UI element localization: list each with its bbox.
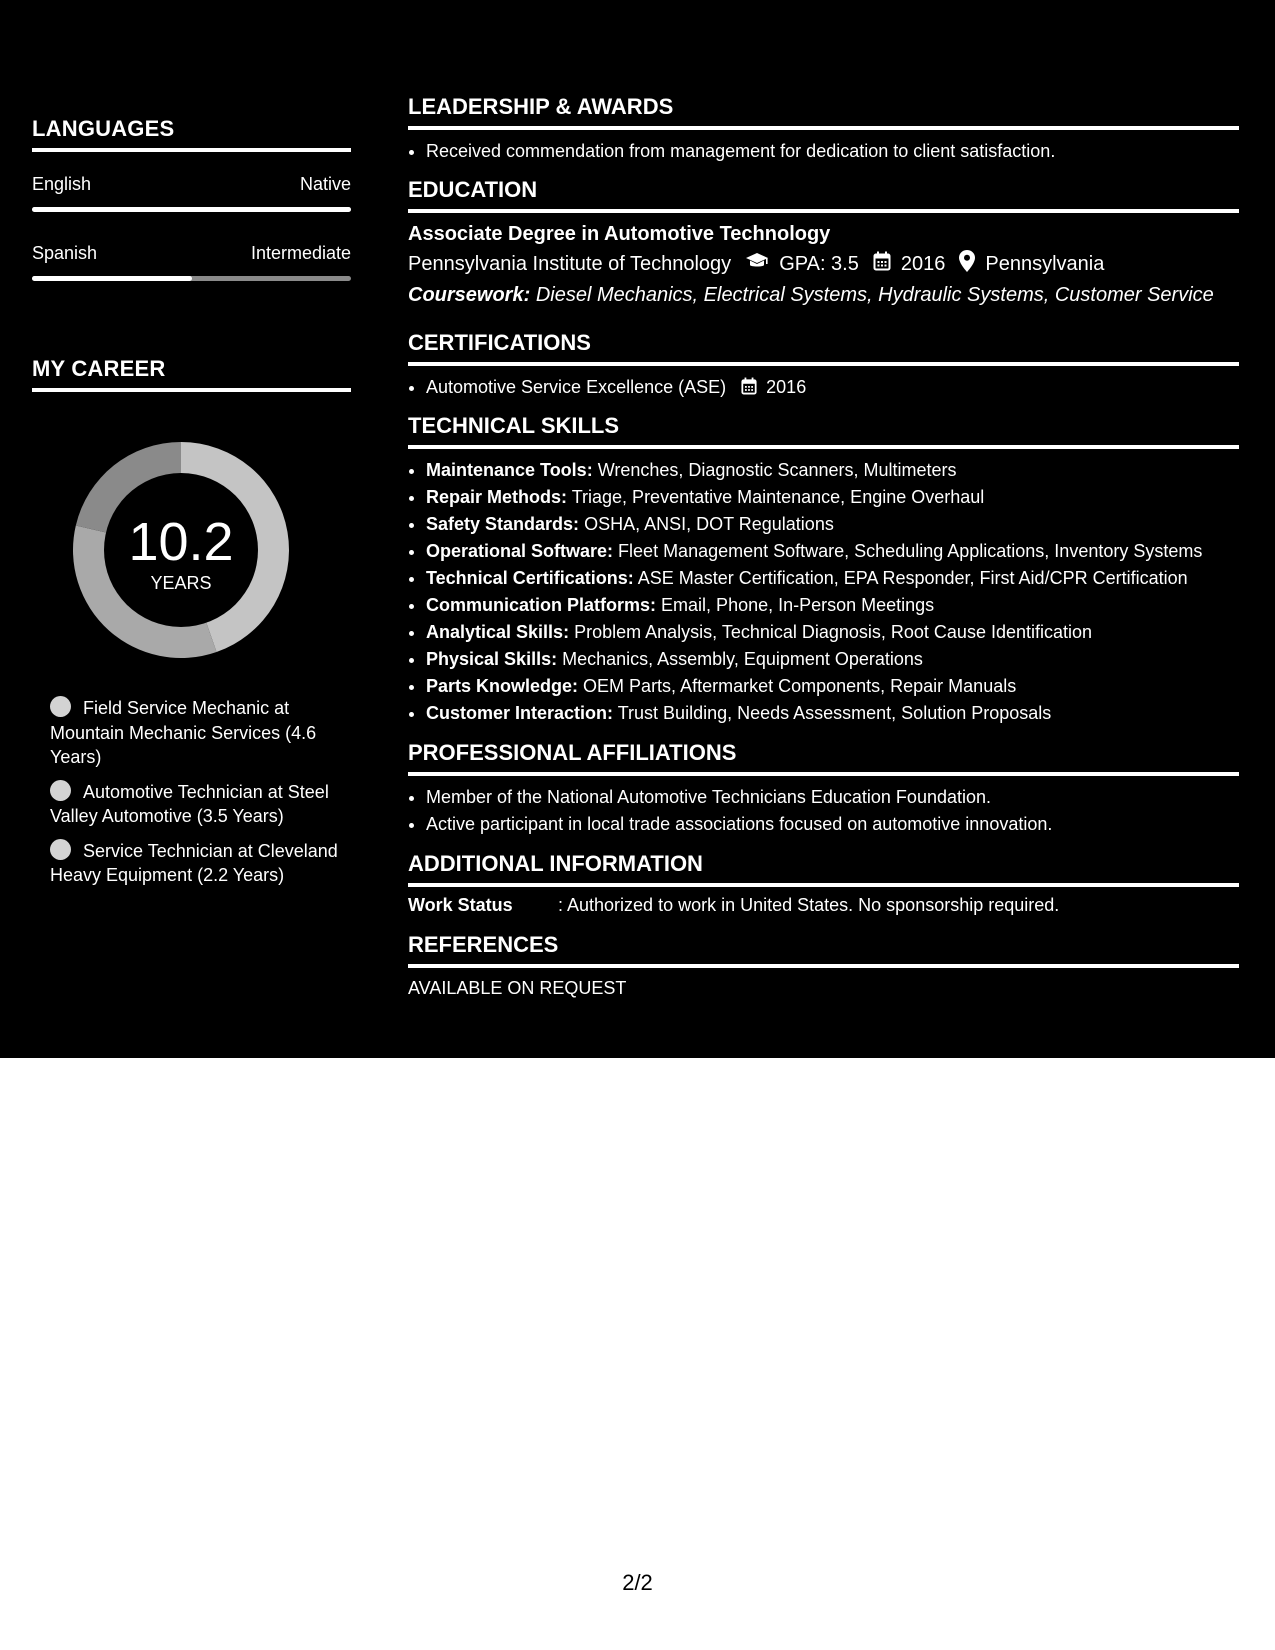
- language-item-english: [32, 174, 351, 212]
- coursework-text: Diesel Mechanics, Electrical Systems, Hydraulic Systems, Customer Service: [535, 284, 1214, 306]
- affiliation-item: • Member of the National Automotive Technicians Education Foundation.: [426, 784, 1239, 811]
- skill-item: [426, 538, 1239, 565]
- skill-label: Analytical Skills:: [426, 622, 570, 642]
- additional-info-title: ADDITIONAL INFORMATION: [408, 851, 1239, 887]
- education-details: [408, 250, 1239, 278]
- skill-label: Technical Certifications:: [426, 568, 634, 588]
- skill-value: ASE Master Certification, EPA Responder, First Aid/CPR Certification: [637, 568, 1188, 588]
- leadership-title: LEADERSHIP & AWARDS: [408, 94, 1239, 130]
- skill-item: [426, 592, 1239, 619]
- affiliations-section: [408, 740, 1239, 838]
- career-item-text: Automotive Technician at Steel Valley Automotive (3.5 Years): [50, 781, 329, 826]
- work-status-label: Work Status: [408, 895, 513, 915]
- career-total-unit: YEARS: [150, 573, 212, 593]
- skill-value: OSHA, ANSI, DOT Regulations: [584, 514, 834, 534]
- skill-item: [426, 619, 1239, 646]
- career-item: [50, 696, 340, 770]
- skill-label: Physical Skills:: [426, 649, 558, 669]
- language-level: Intermediate: [250, 243, 351, 263]
- leadership-section: [408, 94, 1239, 165]
- career-item-text: Service Technician at Cleveland Heavy Equipment (2.2 Years): [50, 840, 338, 885]
- skill-value: Trust Building, Needs Assessment, Solution Proposals: [617, 703, 1052, 723]
- leadership-item: • Received commendation from management for dedication to client satisfaction.: [426, 138, 1239, 165]
- additional-info-section: [408, 851, 1239, 916]
- language-level: Native: [299, 174, 351, 194]
- career-item: [50, 839, 340, 888]
- certifications-title: CERTIFICATIONS: [408, 330, 1239, 366]
- references-text: AVAILABLE ON REQUEST: [408, 978, 627, 998]
- career-item: [50, 780, 340, 829]
- language-proficiency-fill: [32, 207, 351, 212]
- language-name: English: [32, 174, 92, 194]
- education-gpa: GPA: 3.5: [779, 252, 859, 275]
- skill-item: [426, 646, 1239, 673]
- skill-item: [426, 565, 1239, 592]
- certifications-section: [408, 330, 1239, 403]
- skill-value: Mechanics, Assembly, Equipment Operations: [562, 649, 923, 669]
- career-list: [50, 696, 340, 898]
- career-donut-chart: [65, 434, 297, 666]
- education-degree: Associate Degree in Automotive Technology: [408, 223, 831, 245]
- skill-label: Safety Standards:: [426, 514, 580, 534]
- education-coursework: [408, 284, 1239, 307]
- skill-value: Fleet Management Software, Scheduling Applications, Inventory Systems: [618, 541, 1203, 561]
- career-bullet-icon: [50, 780, 71, 801]
- certification-name: Automotive Service Excellence (ASE): [426, 377, 727, 397]
- references-title: REFERENCES: [408, 932, 1239, 968]
- language-name: Spanish: [32, 243, 98, 263]
- page-number: 2/2: [622, 1570, 653, 1595]
- graduation-cap-icon: [745, 252, 769, 276]
- education-school: Pennsylvania Institute of Technology: [408, 252, 732, 275]
- languages-title: LANGUAGES: [32, 116, 351, 152]
- career-title: MY CAREER: [32, 356, 351, 392]
- calendar-icon: [873, 251, 891, 277]
- education-location: Pennsylvania: [985, 252, 1105, 275]
- location-pin-icon: [959, 250, 975, 278]
- skill-item: [426, 673, 1239, 700]
- skill-label: Operational Software:: [426, 541, 614, 561]
- language-proficiency-fill: [32, 276, 192, 281]
- references-section: [408, 932, 1239, 999]
- skills-title: TECHNICAL SKILLS: [408, 413, 1239, 449]
- education-section: [408, 177, 1239, 307]
- skill-value: Triage, Preventative Maintenance, Engine Overhaul: [571, 487, 985, 507]
- affiliations-title: PROFESSIONAL AFFILIATIONS: [408, 740, 1239, 776]
- education-title: EDUCATION: [408, 177, 1239, 213]
- certification-year: 2016: [766, 377, 807, 397]
- skill-label: Repair Methods:: [426, 487, 568, 507]
- skill-label: Communication Platforms:: [426, 595, 657, 615]
- work-status-row: [408, 895, 1239, 916]
- skill-value: Problem Analysis, Technical Diagnosis, Root Cause Identification: [574, 622, 1093, 642]
- career-bullet-icon: [50, 696, 71, 717]
- career-total-value: 10.2: [128, 512, 234, 572]
- skills-section: [408, 413, 1239, 727]
- language-item-spanish: [32, 243, 351, 281]
- coursework-label: Coursework:: [408, 284, 531, 306]
- skill-label: Parts Knowledge:: [426, 676, 579, 696]
- certification-item: [426, 374, 1239, 403]
- skill-item: [426, 457, 1239, 484]
- skill-value: OEM Parts, Aftermarket Components, Repair Manuals: [583, 676, 1017, 696]
- career-bullet-icon: [50, 839, 71, 860]
- skill-value: Email, Phone, In-Person Meetings: [661, 595, 935, 615]
- skill-item: [426, 484, 1239, 511]
- skill-value: Wrenches, Diagnostic Scanners, Multimeters: [597, 460, 957, 480]
- education-year: 2016: [900, 252, 946, 275]
- language-proficiency-bar: [32, 276, 351, 281]
- language-proficiency-bar: [32, 207, 351, 212]
- skill-item: [426, 700, 1239, 727]
- skill-label: Maintenance Tools:: [426, 460, 593, 480]
- career-item-text: Field Service Mechanic at Mountain Mechanic Services (4.6 Years): [50, 698, 317, 767]
- affiliation-item: • Active participant in local trade associations focused on automotive innovation.: [426, 811, 1239, 838]
- calendar-icon: [741, 376, 757, 403]
- work-status-value: : Authorized to work in United States. No sponsorship required.: [558, 895, 1060, 915]
- skill-item: [426, 511, 1239, 538]
- skill-label: Customer Interaction:: [426, 703, 614, 723]
